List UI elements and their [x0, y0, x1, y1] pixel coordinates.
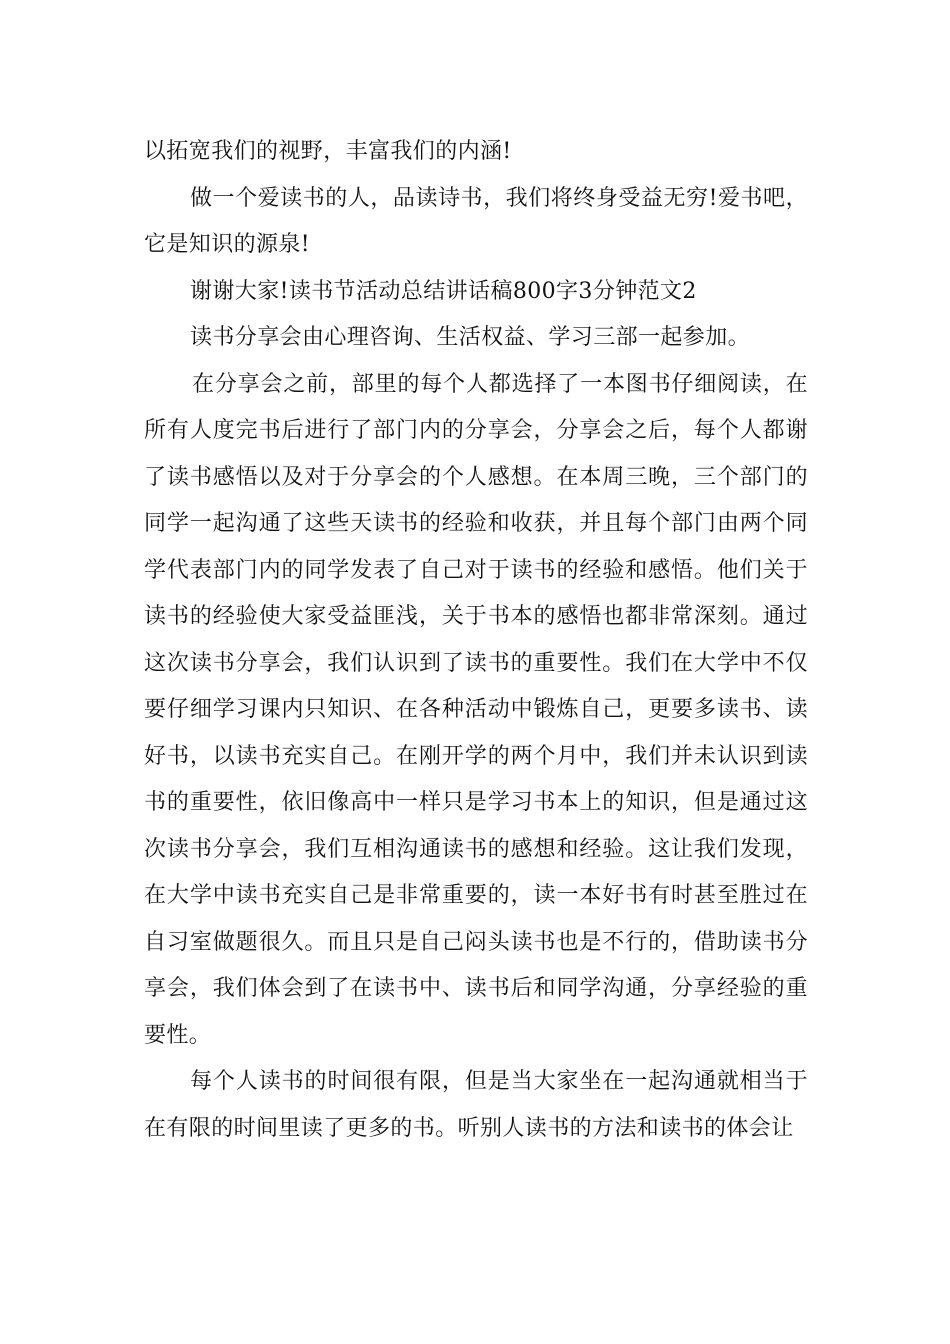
- paragraph-1: 以拓宽我们的视野，丰富我们的内涵!: [144, 139, 512, 164]
- paragraph-5: 在分享会之前，部里的每个人都选择了一本图书仔细阅读，在所有人度完书后进行了部门内的分享会，分享会之后，每个人都谢了读书感悟以及对于分享会的个人感想。在本周三晚，三个部门的同学一起沟通了这些天读书的经验和收获，并且每个部门由两个同学代表部门内的同学发表了自己对于读书的经验和感悟。他们关于读书的经验使大家受益匪浅，关于书本的感悟也都非常深刻。通过这次读书分享会，我们认识到了读书的重要性。我们在大学中不仅要仔细学习课内只知识、在各种活动中锻炼自己，更要多读书、读好书，以读书充实自己。在刚开学的两个月中，我们并未认识到读书的重要性，依旧像高中一样只是学习书本上的知识，但是通过这次读书分享会，我们互相沟通读书的感想和经验。这让我们发现，在大学中读书充实自己是非常重要的，读一本好书有时甚至胜过在自习室做题很久。而且只是自己闷头读书也是不行的，借助读书分享会，我们体会到了在读书中、读书后和同学沟通，分享经验的重要性。: [144, 371, 808, 1048]
- document-body: [144, 129, 808, 1152]
- paragraph-6: 每个人读书的时间很有限，但是当大家坐在一起沟通就相当于在有限的时间里读了更多的书。听别人读书的方法和读书的体会让: [144, 1069, 808, 1141]
- paragraph-3-heading: 谢谢大家!读书节活动总结讲话稿800字3分钟范文2: [190, 278, 697, 304]
- paragraph-2: 做一个爱读书的人，品读诗书，我们将终身受益无穷!爱书吧，它是知识的源泉!: [144, 185, 808, 257]
- paragraph-4: 读书分享会由心理咨询、生活权益、学习三部一起参加。: [190, 325, 751, 350]
